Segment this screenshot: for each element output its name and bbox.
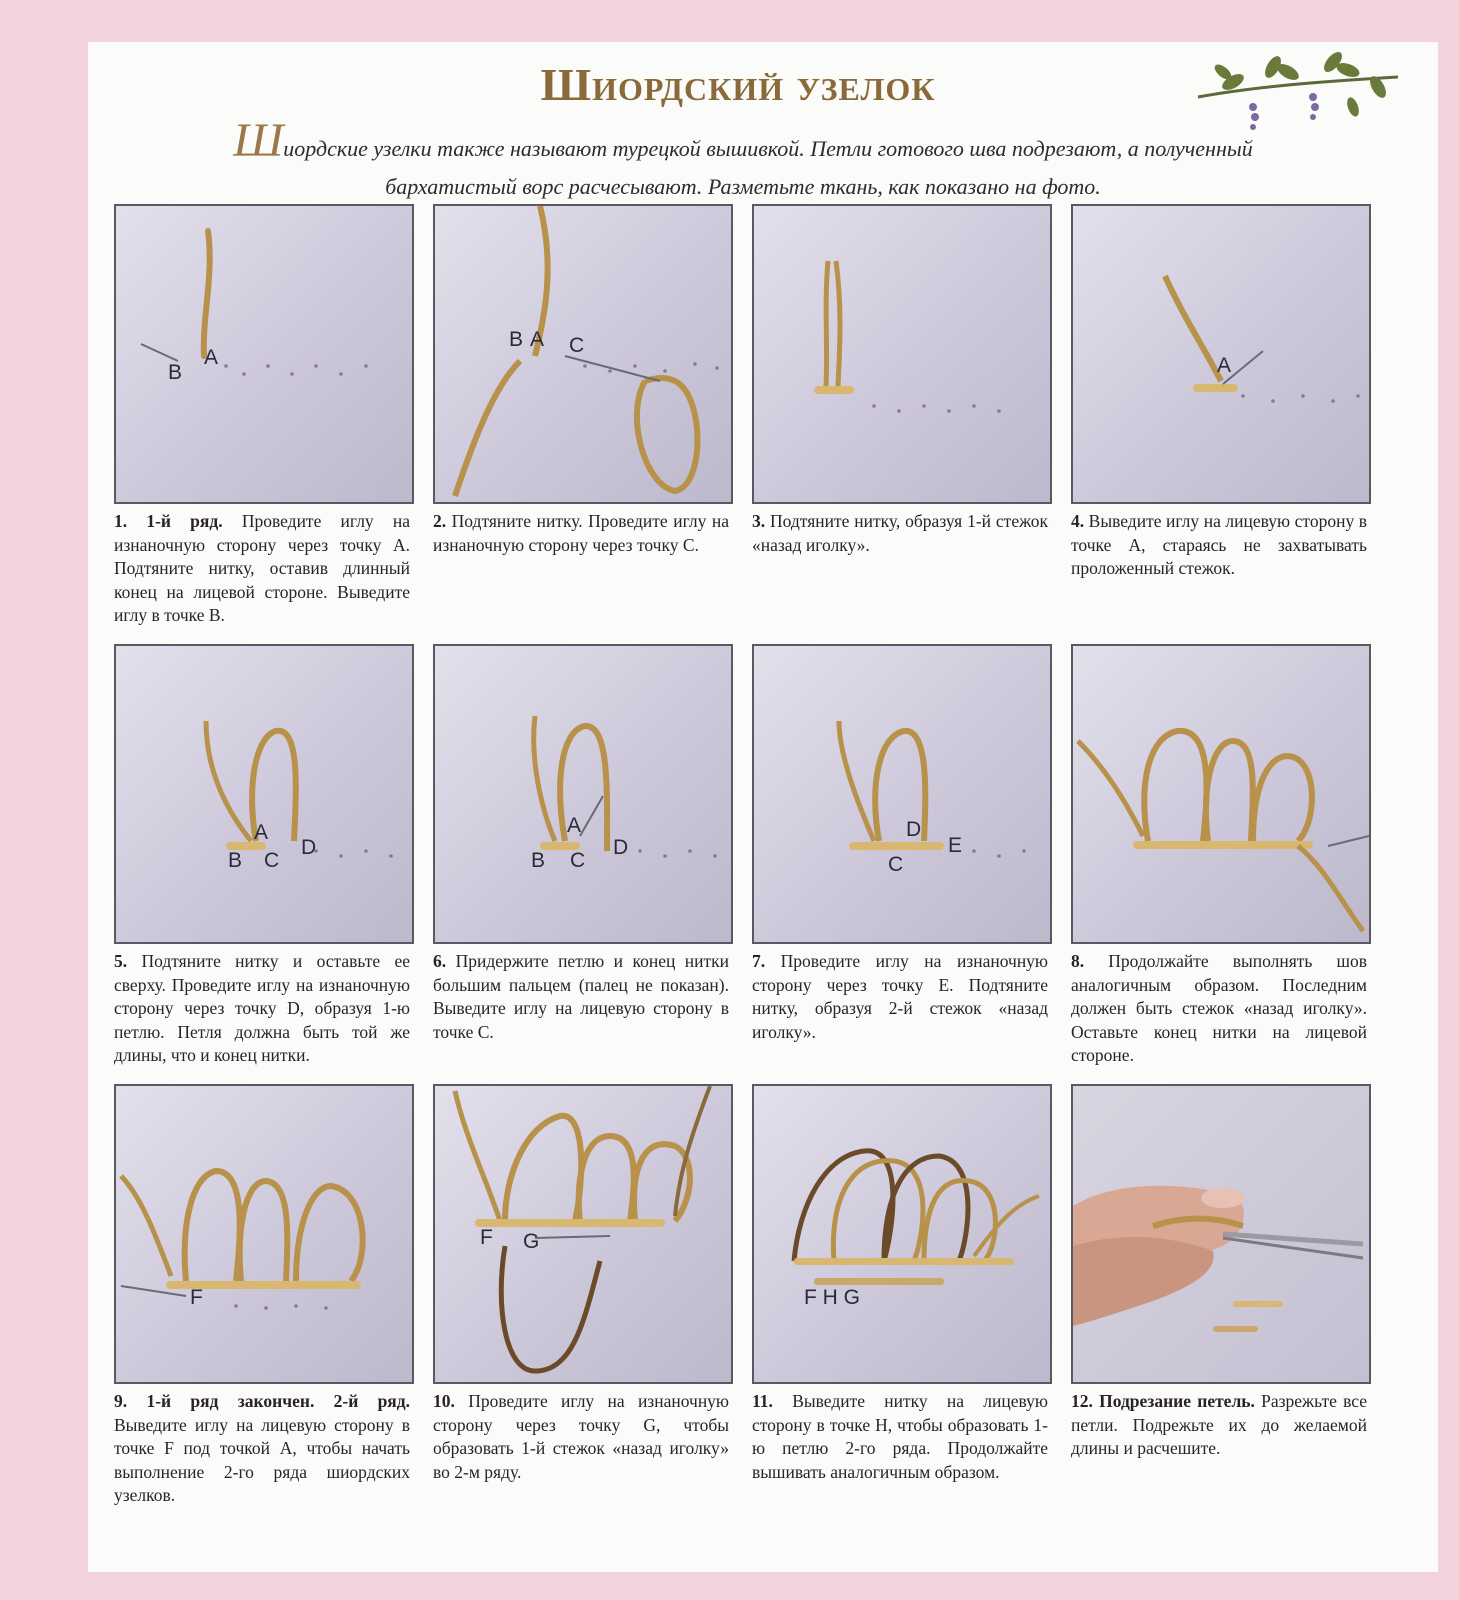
- step-number: 11.: [752, 1391, 773, 1411]
- step-number: 5.: [114, 951, 128, 971]
- step-text: Проведите иглу на изнаночную сторону через точку Е. Подтяните нитку, образуя 2-й стежок «назад иголку».: [752, 951, 1049, 1042]
- step-heading: Подрезание петель.: [1099, 1391, 1255, 1411]
- point-label: D: [613, 836, 629, 859]
- step-photo: [433, 204, 733, 504]
- step-number: 9.: [114, 1391, 128, 1411]
- point-label: F: [190, 1286, 203, 1309]
- step-photo: [1071, 644, 1371, 944]
- step-caption: [114, 510, 410, 628]
- point-label: Е: [948, 834, 963, 857]
- step-caption: [752, 510, 1048, 557]
- step-caption: [1071, 510, 1367, 581]
- point-label: А: [530, 328, 545, 351]
- point-label: В: [531, 849, 546, 872]
- step-photo: [433, 1084, 733, 1384]
- point-label: F H G: [804, 1286, 860, 1309]
- point-label: В: [509, 328, 524, 351]
- step-photo: [114, 1084, 414, 1384]
- point-label: А: [204, 346, 219, 369]
- step-photo: [752, 1084, 1052, 1384]
- step-number: 8.: [1071, 951, 1085, 971]
- point-label: А: [567, 814, 582, 837]
- step-number: 12.: [1071, 1391, 1093, 1411]
- point-label: D: [301, 836, 317, 859]
- step-text: Выведите нитку на лицевую сторону в точке Н, чтобы образовать 1-ю петлю 2-го ряда. Продолжайте вышивать аналогичным образом.: [752, 1391, 1049, 1482]
- step-number: 2.: [433, 511, 447, 531]
- step-caption: [114, 950, 410, 1068]
- intro-text: [168, 114, 1318, 206]
- step-text: Проведите иглу на изнаночную сторону через точку А. Подтяните нитку, оставив длинный конец на лицевой стороне. Выведите иглу в точке В.: [114, 511, 411, 625]
- point-label: А: [254, 821, 269, 844]
- step-photo: [752, 204, 1052, 504]
- point-label: С: [264, 849, 280, 872]
- step-text: Продолжайте выполнять шов аналогичным образом. Последним должен быть стежок «назад иголку». Оставьте конец нитки на лицевой стороне.: [1071, 951, 1367, 1065]
- step-text: Проведите иглу на изнаночную сторону через точку G, чтобы образовать 1-й стежок «назад иголку» во 2-м ряду.: [433, 1391, 730, 1482]
- step-number: 3.: [752, 511, 766, 531]
- step-caption: [433, 950, 729, 1044]
- step-heading: 1-й ряд закончен. 2-й ряд.: [146, 1391, 411, 1411]
- step-number: 10.: [433, 1391, 455, 1411]
- intro-dropcap: Ш: [233, 114, 284, 167]
- step-text: Придержите петлю и конец нитки большим пальцем (палец не показан). Выведите иглу на лицевую сторону в точке С.: [433, 951, 730, 1042]
- page: [88, 42, 1438, 1572]
- step-caption: [1071, 950, 1367, 1068]
- step-heading: 1-й ряд.: [146, 511, 223, 531]
- step-text: Выведите иглу на лицевую сторону в точке F под точкой А, чтобы начать выполнение 2-го ряда шиордских узелков.: [114, 1414, 410, 1505]
- step-text: Выведите иглу на лицевую сторону в точке А, стараясь не захватывать проложенный стежок.: [1071, 511, 1367, 578]
- point-label: С: [570, 849, 586, 872]
- page-title: Шиордский узелок: [540, 59, 936, 110]
- step-number: 6.: [433, 951, 447, 971]
- point-label: В: [168, 361, 183, 384]
- step-caption: [1071, 1390, 1367, 1461]
- step-photo: [433, 644, 733, 944]
- step-number: 4.: [1071, 511, 1085, 531]
- step-photo: [1071, 1084, 1371, 1384]
- point-label: В: [228, 849, 243, 872]
- step-number: 1.: [114, 511, 128, 531]
- step-text: Подтяните нитку, образуя 1-й стежок «назад иголку».: [752, 511, 1048, 555]
- step-text: Подтяните нитку и оставьте ее сверху. Проведите иглу на изнаночную сторону через точку D, образуя 1-ю петлю. Петля должна быть той же длины, что и конец нитки.: [114, 951, 410, 1065]
- point-label: F: [480, 1226, 493, 1249]
- point-label: А: [1217, 354, 1232, 377]
- step-caption: [752, 1390, 1048, 1484]
- point-label: D: [906, 818, 922, 841]
- step-photo: [752, 644, 1052, 944]
- step-caption: [433, 510, 729, 557]
- step-text: Разрежьте все петли. Подрежьте их до желаемой длины и расчешите.: [1071, 1391, 1367, 1458]
- point-label: С: [888, 853, 904, 876]
- point-label: С: [569, 334, 585, 357]
- step-photo: [1071, 204, 1371, 504]
- step-caption: [114, 1390, 410, 1508]
- step-photo: [114, 204, 414, 504]
- step-caption: [752, 950, 1048, 1044]
- step-caption: [433, 1390, 729, 1484]
- step-number: 7.: [752, 951, 766, 971]
- step-text: Подтяните нитку. Проведите иглу на изнаночную сторону через точку С.: [433, 511, 730, 555]
- step-photo: [114, 644, 414, 944]
- point-label: G: [523, 1230, 540, 1253]
- intro-body: иордские узелки также называют турецкой вышивкой. Петли готового шва подрезают, а полученный бархатистый ворс расчесывают. Разметьте ткань, как показано на фото.: [283, 136, 1253, 199]
